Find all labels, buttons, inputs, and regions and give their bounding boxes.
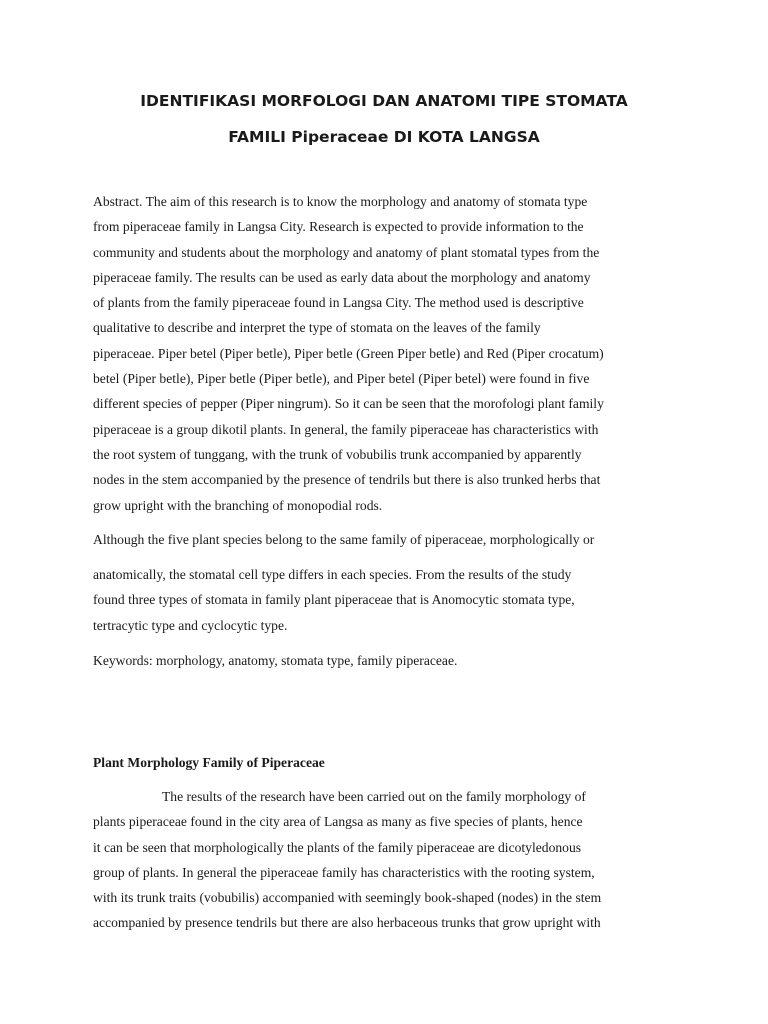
abstract-line: nodes in the stem accompanied by the presence of tendrils but there is also trunked herbs that — [93, 472, 601, 488]
abstract-line: community and students about the morphology and anatomy of plant stomatal types from the — [93, 244, 600, 260]
section-line: group of plants. In general the piperaceae family has characteristics with the rooting system, — [93, 864, 595, 880]
abstract-line: anatomically, the stomatal cell type differs in each species. From the results of the study — [93, 567, 572, 582]
abstract-line: piperaceae is a group dikotil plants. In general, the family piperaceae has characteristics with — [93, 421, 599, 437]
section-line: accompanied by presence tendrils but there are also herbaceous trunks that grow upright with — [93, 915, 601, 931]
abstract-paragraph-2 — [93, 562, 683, 638]
abstract-paragraph-2-start — [93, 527, 683, 552]
abstract-line: the root system of tunggang, with the trunk of vobubilis trunk accompanied by apparently — [93, 446, 582, 462]
abstract-line: grow upright with the branching of monopodial rods. — [93, 497, 383, 513]
abstract-line: Although the five plant species belong to the same family of piperaceae, morphologically or — [93, 532, 595, 547]
abstract-paragraph — [93, 189, 683, 518]
section-paragraph — [93, 784, 683, 936]
abstract-line: from piperaceae family in Langsa City. Research is expected to provide information to the — [93, 219, 584, 235]
section-line: The results of the research have been carried out on the family morphology of — [162, 789, 586, 804]
abstract-line: found three types of stomata in family plant piperaceae that is Anomocytic stomata type, — [93, 592, 575, 608]
abstract-line: of plants from the family piperaceae found in Langsa City. The method used is descriptive — [93, 295, 584, 311]
section-line: with its trunk traits (vobubilis) accompanied with seemingly book-shaped (nodes) in the stem — [93, 890, 602, 906]
abstract-line: piperaceae. Piper betel (Piper betle), Piper betle (Green Piper betle) and Red (Piper crocatum) — [93, 345, 604, 361]
abstract-line: betel (Piper betle), Piper betle (Piper betle), and Piper betel (Piper betel) were found in five — [93, 371, 590, 387]
paper-title-line-2: FAMILI Piperaceae DI KOTA LANGSA — [228, 128, 540, 146]
section-line: plants piperaceae found in the city area of Langsa as many as five species of plants, hence — [93, 814, 583, 830]
abstract-line: different species of pepper (Piper ningrum). So it can be seen that the morofologi plant family — [93, 396, 604, 412]
section-heading: Plant Morphology Family of Piperaceae — [93, 755, 325, 770]
keywords — [93, 648, 683, 673]
abstract-line: Abstract. The aim of this research is to know the morphology and anatomy of stomata type — [93, 194, 588, 209]
abstract-line: piperaceae family. The results can be used as early data about the morphology and anatomy — [93, 269, 591, 285]
keywords-line: Keywords: morphology, anatomy, stomata type, family piperaceae. — [93, 653, 458, 668]
abstract-line: tertracytic type and cyclocytic type. — [93, 617, 288, 633]
section-line: it can be seen that morphologically the plants of the family piperaceae are dicotyledonous — [93, 839, 582, 855]
abstract-line: qualitative to describe and interpret the type of stomata on the leaves of the family — [93, 320, 541, 336]
paper-title-line-1: IDENTIFIKASI MORFOLOGI DAN ANATOMI TIPE STOMATA — [140, 92, 628, 110]
